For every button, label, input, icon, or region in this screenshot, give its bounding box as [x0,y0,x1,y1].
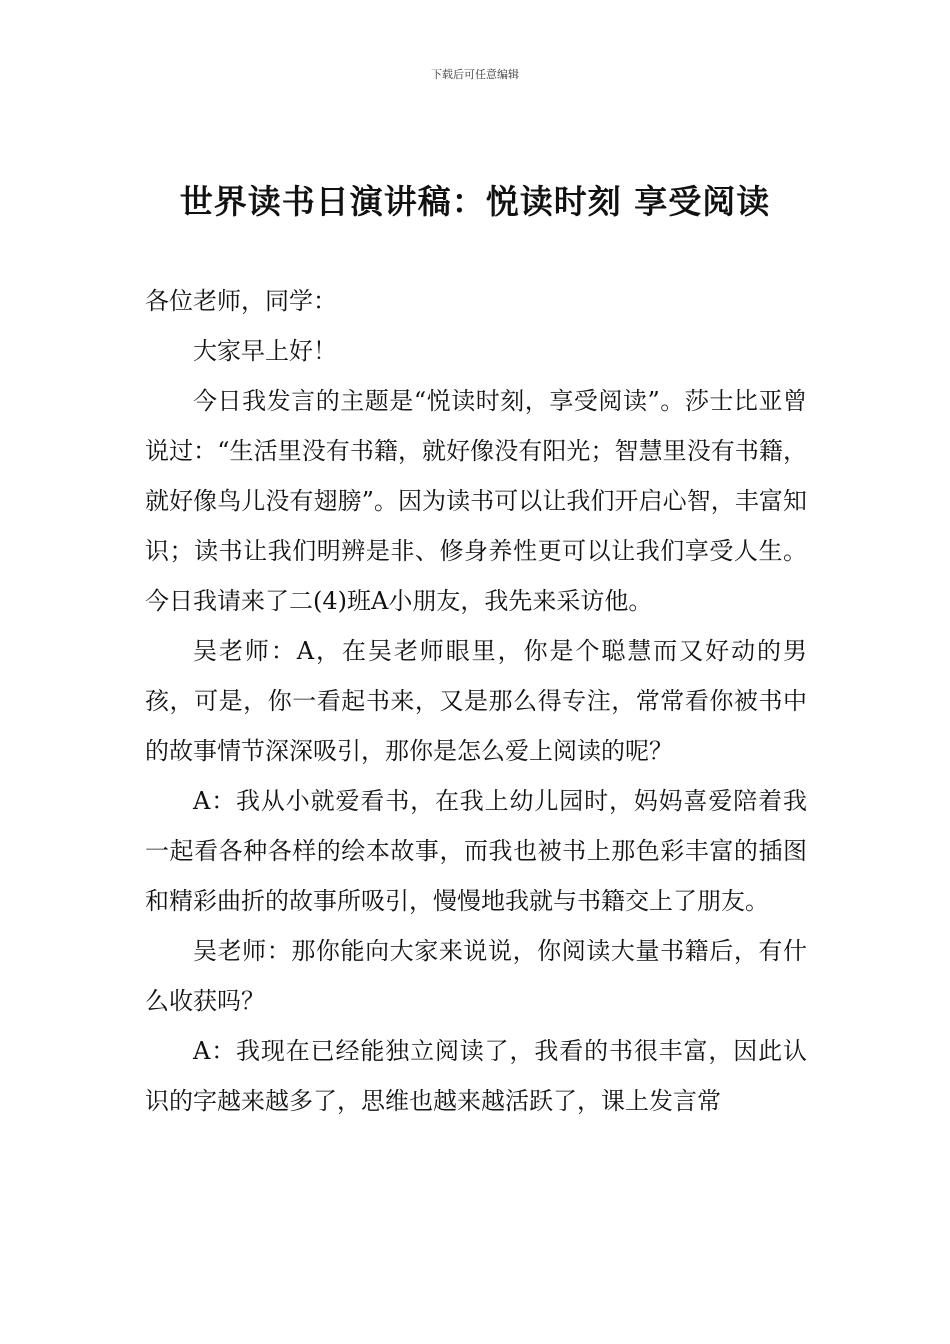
body-paragraph: A：我现在已经能独立阅读了，我看的书很丰富，因此认识的字越来越多了，思维也越来越活跃了，课上发言常 [145,1037,807,1115]
body-paragraph: A：我从小就爱看书，在我上幼儿园时，妈妈喜爱陪着我一起看各种各样的绘本故事，而我也被书上那色彩丰富的插图和精彩曲折的故事所吸引，慢慢地我就与书籍交上了朋友。 [145,787,807,915]
greeting-paragraph: 大家早上好！ [193,337,337,365]
salutation: 各位老师，同学： [145,287,337,315]
body-paragraph: 吴老师：A，在吴老师眼里，你是个聪慧而又好动的男孩，可是，你一看起书来，又是那么得专注，常常看你被书中的故事情节深深吸引，那你是怎么爱上阅读的呢？ [145,637,807,765]
document-title: 世界读书日演讲稿：悦读时刻 享受阅读 [179,182,771,221]
body-paragraph: 今日我发言的主题是“悦读时刻，享受阅读”。莎士比亚曾说过：“生活里没有书籍，就好像没有阳光；智慧里没有书籍，就好像鸟儿没有翅膀”。因为读书可以让我们开启心智，丰富知识；读书让我们明辨是非、修身养性更可以让我们享受人生。今日我请来了二(4)班A小朋友，我先来采访他。 [145,387,807,615]
document-body [145,276,807,1126]
header-note: 下载后可任意编辑 [431,68,519,81]
body-paragraph: 吴老师：那你能向大家来说说，你阅读大量书籍后，有什么收获吗？ [145,937,807,1015]
